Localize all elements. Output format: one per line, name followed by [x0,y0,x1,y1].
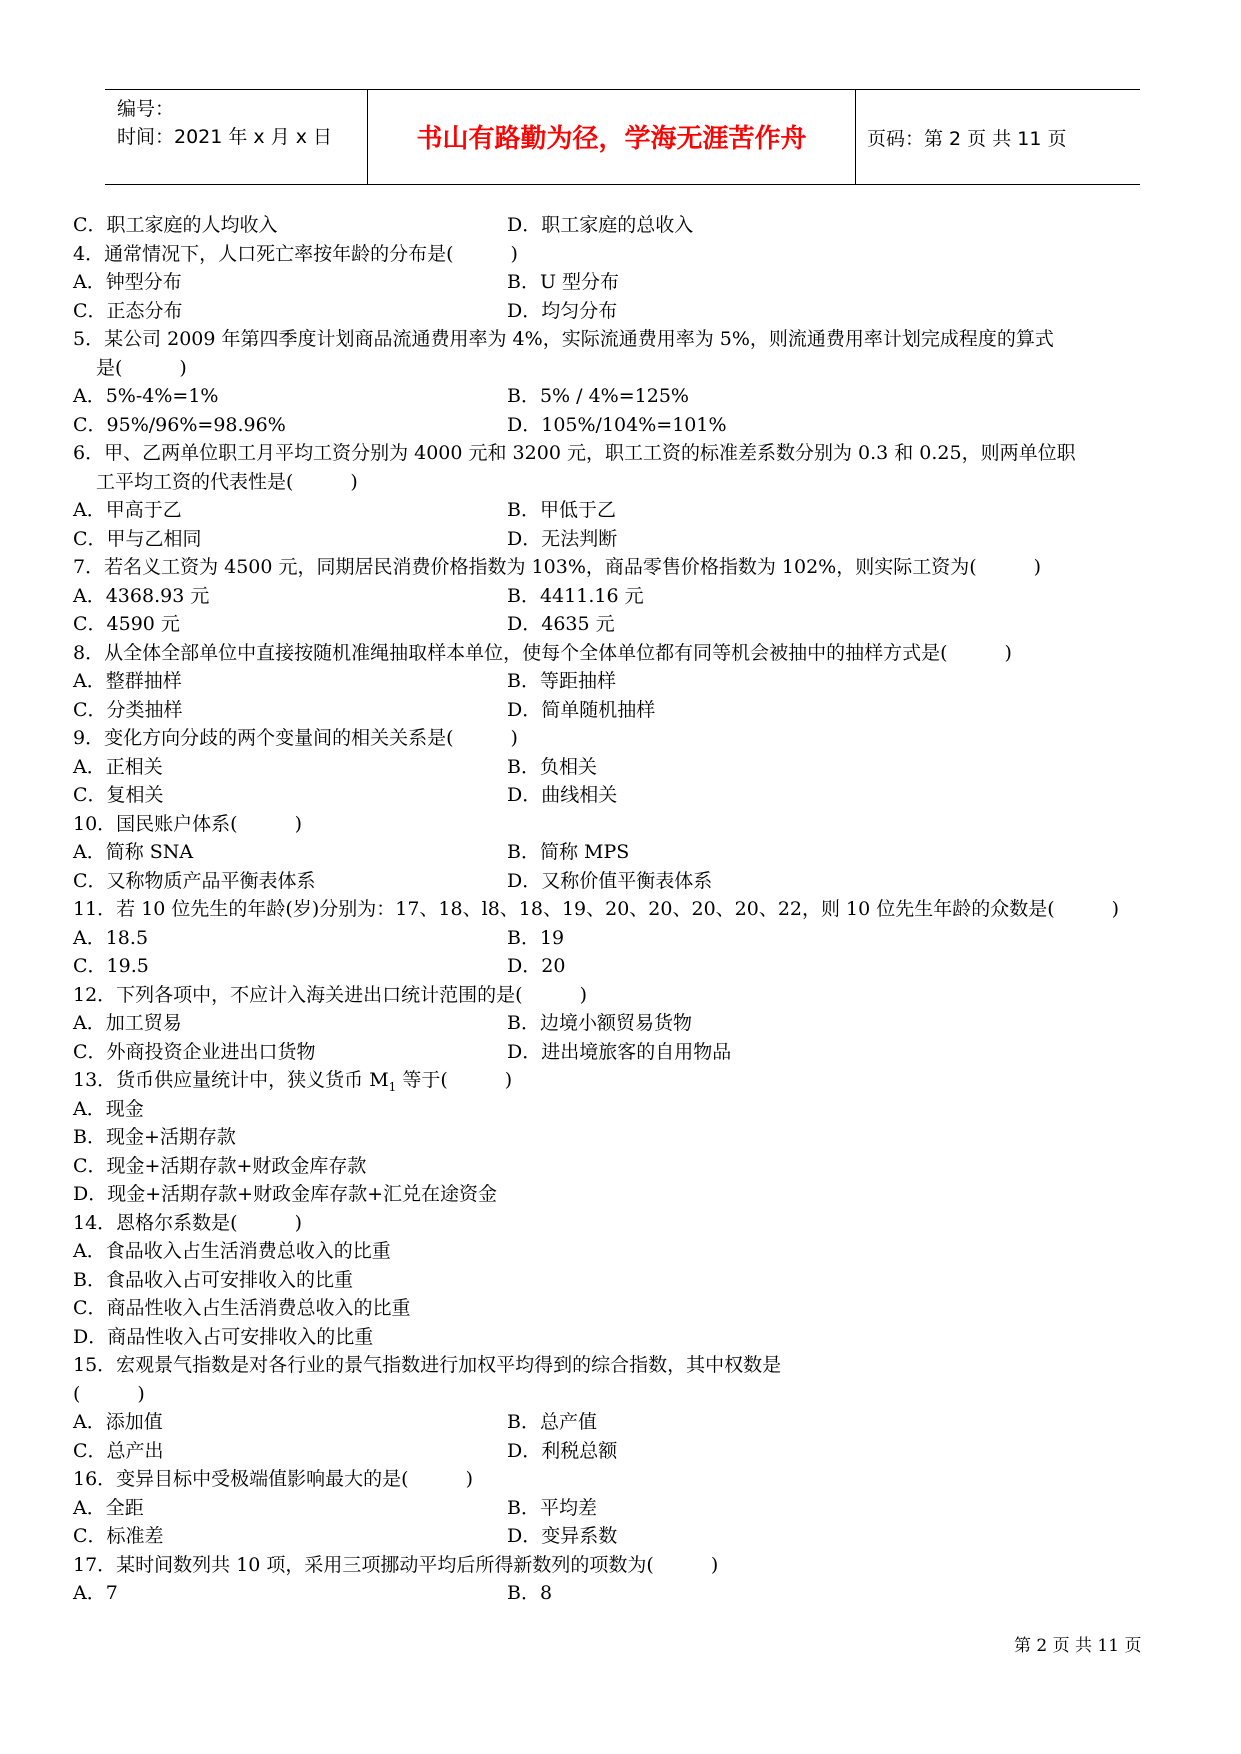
line-text-content: ( ) [73,1382,145,1405]
header-page-info: 页码：第 2 页 共 11 页 [867,128,1067,150]
line-text-content: C．复相关 [73,784,164,806]
text-line [73,639,1173,668]
option-right: B．平均差 [507,1496,597,1519]
option-left [73,1408,163,1437]
line-text-content: 13．货币供应量统计中，狭义货币 M [73,1069,389,1091]
text-line [73,240,1173,269]
line-text [73,1465,473,1494]
text-line [73,867,1173,896]
option-right: D．职工家庭的总收入 [507,214,694,236]
line-text-content: D．现金+活期存款+财政金库存款+汇兑在途资金 [73,1183,497,1205]
line-text-content: C．又称物质产品平衡表体系 [73,869,316,892]
line-text-content: A．4368.93 元 [73,584,210,607]
text-line [73,1494,1173,1523]
line-text-content: C．总产出 [73,1439,164,1462]
line-text-content: A．甲高于乙 [73,499,182,521]
option-right: B．甲低于乙 [507,499,616,521]
option-left [73,496,182,525]
option-right: D．利税总额 [507,1439,618,1462]
text-line [73,382,1173,411]
line-text [73,895,1119,924]
document-number-label: 编号： [117,98,175,120]
option-right: B．U 型分布 [507,271,620,293]
option-left [73,1009,182,1038]
line-text-content: 16．变异目标中受极端值影响最大的是( ) [73,1468,474,1490]
text-line [73,1066,1173,1095]
option-left [73,781,164,810]
option-right: D．无法判断 [507,527,618,550]
line-text-content: 12．下列各项中，不应计入海关进出口统计范围的是( ) [73,983,588,1006]
line-text [73,1323,373,1352]
line-text-content: A．添加值 [73,1411,163,1433]
line-text-content: 10．国民账户体系( ) [73,812,303,835]
option-right: B．8 [507,1582,553,1604]
line-text-content: 11．若 10 位先生的年龄(岁)分别为：17、18、l8、18、19、20、20、20、20、22，则 10 位先生年龄的众数是( ) [73,898,1120,920]
page-footer: 第 2 页 共 11 页 [1014,1636,1142,1656]
option-left [73,1522,164,1551]
text-line [73,297,1173,326]
line-text [73,325,1054,354]
option-left [73,525,202,554]
line-text [73,1152,366,1181]
text-line [73,1123,1173,1152]
line-text [73,1180,497,1209]
text-line [73,838,1173,867]
option-left [73,1579,118,1608]
line-text [73,1294,411,1323]
option-right: D．均匀分布 [507,299,618,322]
option-left [73,952,149,981]
text-line [73,468,1173,497]
text-line [73,724,1173,753]
option-right: B．等距抽样 [507,670,616,692]
line-text [73,639,1012,668]
line-text-content: A．食品收入占生活消费总收入的比重 [73,1240,391,1262]
text-line [73,496,1173,525]
option-left [73,753,163,782]
text-line [73,753,1173,782]
line-text-content: C．标准差 [73,1525,164,1547]
option-right: B．简称 MPS [507,841,630,863]
line-text [73,1551,718,1580]
line-text [73,1380,145,1409]
line-text-tail: 等于( ) [396,1069,513,1091]
text-line [73,354,1173,383]
option-left [73,411,286,440]
text-line [73,211,1173,240]
option-left [73,610,180,639]
text-line [73,981,1173,1010]
line-text-content: 4．通常情况下，人口死亡率按年龄的分布是( ) [73,242,518,265]
line-text [73,240,518,269]
option-left [73,382,219,411]
line-text [73,810,302,839]
line-text-content: A．18.5 [73,926,149,949]
text-line [73,1009,1173,1038]
option-left [73,696,183,725]
line-text-content: C．正态分布 [73,299,183,322]
text-line [73,1038,1173,1067]
option-right: D．20 [507,955,566,977]
text-line [73,268,1173,297]
text-line [73,1294,1173,1323]
text-line [73,924,1173,953]
option-right: B．4411.16 元 [507,584,644,607]
text-line [73,1237,1173,1266]
option-left [73,1437,164,1466]
option-right: D．曲线相关 [507,784,618,806]
line-text [73,1351,781,1380]
line-text [73,981,587,1010]
line-text-content: A．整群抽样 [73,670,182,692]
text-line [73,952,1173,981]
text-line [73,1408,1173,1437]
text-line [73,1266,1173,1295]
line-text [73,1095,144,1124]
page-header [105,89,1140,185]
option-right: D．105%/104%=101% [507,413,727,436]
line-text-content: C．甲与乙相同 [73,527,202,550]
text-line [73,1323,1173,1352]
document-time-label: 时间：2021 年 x 月 x 日 [117,126,333,148]
text-line [73,1579,1173,1608]
text-line [73,411,1173,440]
text-line [73,553,1173,582]
option-left [73,268,182,297]
line-text [73,1266,353,1295]
option-right: B．19 [507,926,565,949]
header-motto: 书山有路勤为径，学海无涯苦作舟 [416,124,807,154]
text-line [73,325,1173,354]
option-left [73,1494,144,1523]
line-text-content: 6．甲、乙两单位职工月平均工资分别为 4000 元和 3200 元，职工工资的标准差系数分别为 0.3 和 0.25，则两单位职 [73,442,1076,464]
line-text-content: 5．某公司 2009 年第四季度计划商品流通费用率为 4%，实际流通费用率为 5%，则流通费用率计划完成程度的算式 [73,328,1054,350]
line-text [96,357,187,379]
text-line [73,1180,1173,1209]
text-line [73,1351,1173,1380]
text-line [73,1209,1173,1238]
line-text [96,471,358,493]
text-line [73,1465,1173,1494]
option-left [73,867,316,896]
line-text-content: A．正相关 [73,755,163,778]
line-text-content: A．钟型分布 [73,271,182,293]
text-line [73,1095,1173,1124]
option-left [73,1038,316,1067]
line-text-content: D．商品性收入占可安排收入的比重 [73,1325,374,1348]
header-right-cell [856,90,1140,184]
line-text-content: C．19.5 [73,955,149,977]
option-left [73,582,209,611]
option-left [73,838,193,867]
line-text-content: 14．恩格尔系数是( ) [73,1211,303,1234]
question-list [73,211,1173,1608]
text-line [73,582,1173,611]
text-line [73,696,1173,725]
option-left [73,924,148,953]
option-right: B．负相关 [507,755,597,778]
text-line [73,439,1173,468]
line-text-content: 17．某时间数列共 10 项，采用三项挪动平均后所得新数列的项数为( ) [73,1553,719,1576]
line-text [73,1237,391,1266]
option-right: B．5% / 4%=125% [507,385,689,407]
line-text-content: 是( ) [96,356,187,379]
line-text-content: A．现金 [73,1097,144,1120]
line-text-content: B．食品收入占可安排收入的比重 [73,1268,353,1291]
text-line [73,810,1173,839]
option-left [73,297,183,326]
line-text [73,1209,302,1238]
option-right: D．又称价值平衡表体系 [507,869,713,892]
option-right: B．总产值 [507,1411,597,1433]
line-text-content: 8．从全体全部单位中直接按随机准绳抽取样本单位，使每个全体单位都有同等机会被抽中的抽样方式是( ) [73,641,1012,664]
text-line [73,1551,1173,1580]
line-text-content: A．7 [73,1582,118,1604]
line-text-content: C．分类抽样 [73,698,183,721]
text-line [73,667,1173,696]
line-text-content: 9．变化方向分歧的两个变量间的相关关系是( ) [73,727,518,749]
line-text-content: B．现金+活期存款 [73,1126,236,1148]
line-text-content: A．全距 [73,1496,144,1519]
option-right: B．边境小额贸易货物 [507,1012,692,1034]
text-line [73,895,1173,924]
line-text-content: C．4590 元 [73,613,180,635]
text-line [73,1437,1173,1466]
line-text-content: 工平均工资的代表性是( ) [96,470,358,493]
option-right: D．简单随机抽样 [507,698,656,721]
line-text-content: C．职工家庭的人均收入 [73,214,278,236]
line-text-content: C．商品性收入占生活消费总收入的比重 [73,1297,411,1319]
option-right: D．4635 元 [507,613,615,635]
line-text-content: 7．若名义工资为 4500 元，同期居民消费价格指数为 103%，商品零售价格指数为 102%，则实际工资为( ) [73,556,1042,578]
line-text [73,553,1041,582]
line-text [73,1123,236,1152]
header-center-cell [368,90,856,184]
option-left [73,667,182,696]
text-line [73,610,1173,639]
text-line [73,781,1173,810]
line-text-content: 15．宏观景气指数是对各行业的景气指数进行加权平均得到的综合指数，其中权数是 [73,1354,782,1376]
text-line [73,1522,1173,1551]
line-text-content: A．加工贸易 [73,1012,182,1034]
text-line [73,525,1173,554]
line-text-content: C．外商投资企业进出口货物 [73,1040,316,1063]
line-text [73,439,1076,468]
option-right: D．进出境旅客的自用物品 [507,1040,732,1063]
text-line [73,1380,1173,1409]
line-text-content: A．简称 SNA [73,841,194,863]
line-text [73,724,518,753]
option-left [73,211,278,240]
line-text-content: C．现金+活期存款+财政金库存款 [73,1154,367,1177]
line-text-content: C．95%/96%=98.96% [73,413,286,436]
header-left-cell [105,90,368,184]
option-right: D．变异系数 [507,1525,618,1547]
subscript: 1 [388,1079,397,1094]
line-text-content: A．5%-4%=1% [73,385,219,407]
text-line [73,1152,1173,1181]
